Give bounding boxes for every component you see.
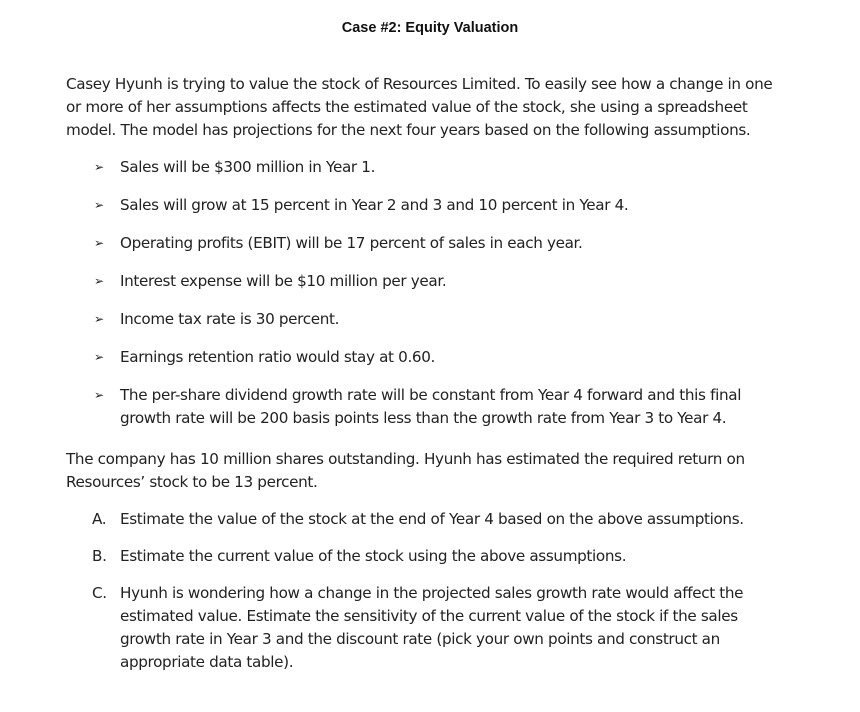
arrow-bullet-icon: ➢ bbox=[94, 198, 104, 212]
question-item bbox=[92, 508, 792, 531]
outro-paragraph: The company has 10 million shares outstanding. Hyunh has estimated the required return on Resources’ stock to be 13 percent. bbox=[66, 450, 745, 491]
page-title: Case #2: Equity Valuation bbox=[341, 20, 519, 36]
assumption-text: Income tax rate is 30 percent. bbox=[120, 310, 340, 328]
assumption-text: Interest expense will be $10 million per year. bbox=[120, 272, 447, 290]
arrow-bullet-icon: ➢ bbox=[94, 350, 104, 364]
assumption-text: Sales will grow at 15 percent in Year 2 and 3 and 10 percent in Year 4. bbox=[120, 196, 629, 214]
question-text: Estimate the value of the stock at the end of Year 4 based on the above assumptions. bbox=[120, 510, 744, 528]
assumptions-list bbox=[94, 156, 784, 445]
list-item bbox=[94, 346, 784, 369]
arrow-bullet-icon: ➢ bbox=[94, 236, 104, 250]
assumption-text: The per-share dividend growth rate will be constant from Year 4 forward and this final growth rate will be 200 basis points less than the growth rate from Year 3 to Year 4. bbox=[120, 386, 742, 427]
question-text: Estimate the current value of the stock using the above assumptions. bbox=[120, 547, 627, 565]
list-item bbox=[94, 270, 784, 293]
list-item bbox=[94, 308, 784, 331]
arrow-bullet-icon: ➢ bbox=[94, 312, 104, 326]
question-letter: A. bbox=[92, 510, 107, 528]
assumption-text: Earnings retention ratio would stay at 0.60. bbox=[120, 348, 436, 366]
assumption-text: Sales will be $300 million in Year 1. bbox=[120, 158, 376, 176]
list-item bbox=[94, 156, 784, 179]
arrow-bullet-icon: ➢ bbox=[94, 274, 104, 288]
question-item bbox=[92, 545, 792, 568]
arrow-bullet-icon: ➢ bbox=[94, 160, 104, 174]
list-item bbox=[94, 232, 784, 255]
assumption-text: Operating profits (EBIT) will be 17 percent of sales in each year. bbox=[120, 234, 583, 252]
question-text: Hyunh is wondering how a change in the projected sales growth rate would affect the estimated value. Estimate the sensitivity of the current value of the stock if the sales growth rate in Year 3 and the discount rate (pick your own points and construct an appropriate data table). bbox=[120, 584, 744, 671]
question-letter: C. bbox=[92, 584, 107, 602]
list-item bbox=[94, 384, 784, 430]
arrow-bullet-icon: ➢ bbox=[94, 388, 104, 402]
intro-paragraph: Casey Hyunh is trying to value the stock of Resources Limited. To easily see how a change in one or more of her assumptions affects the estimated value of the stock, she using a spreadsheet model. The model has projections for the next four years based on the following assumptions. bbox=[66, 75, 773, 139]
list-item bbox=[94, 194, 784, 217]
questions-list bbox=[92, 508, 792, 688]
question-item bbox=[92, 582, 792, 674]
question-letter: B. bbox=[92, 547, 107, 565]
